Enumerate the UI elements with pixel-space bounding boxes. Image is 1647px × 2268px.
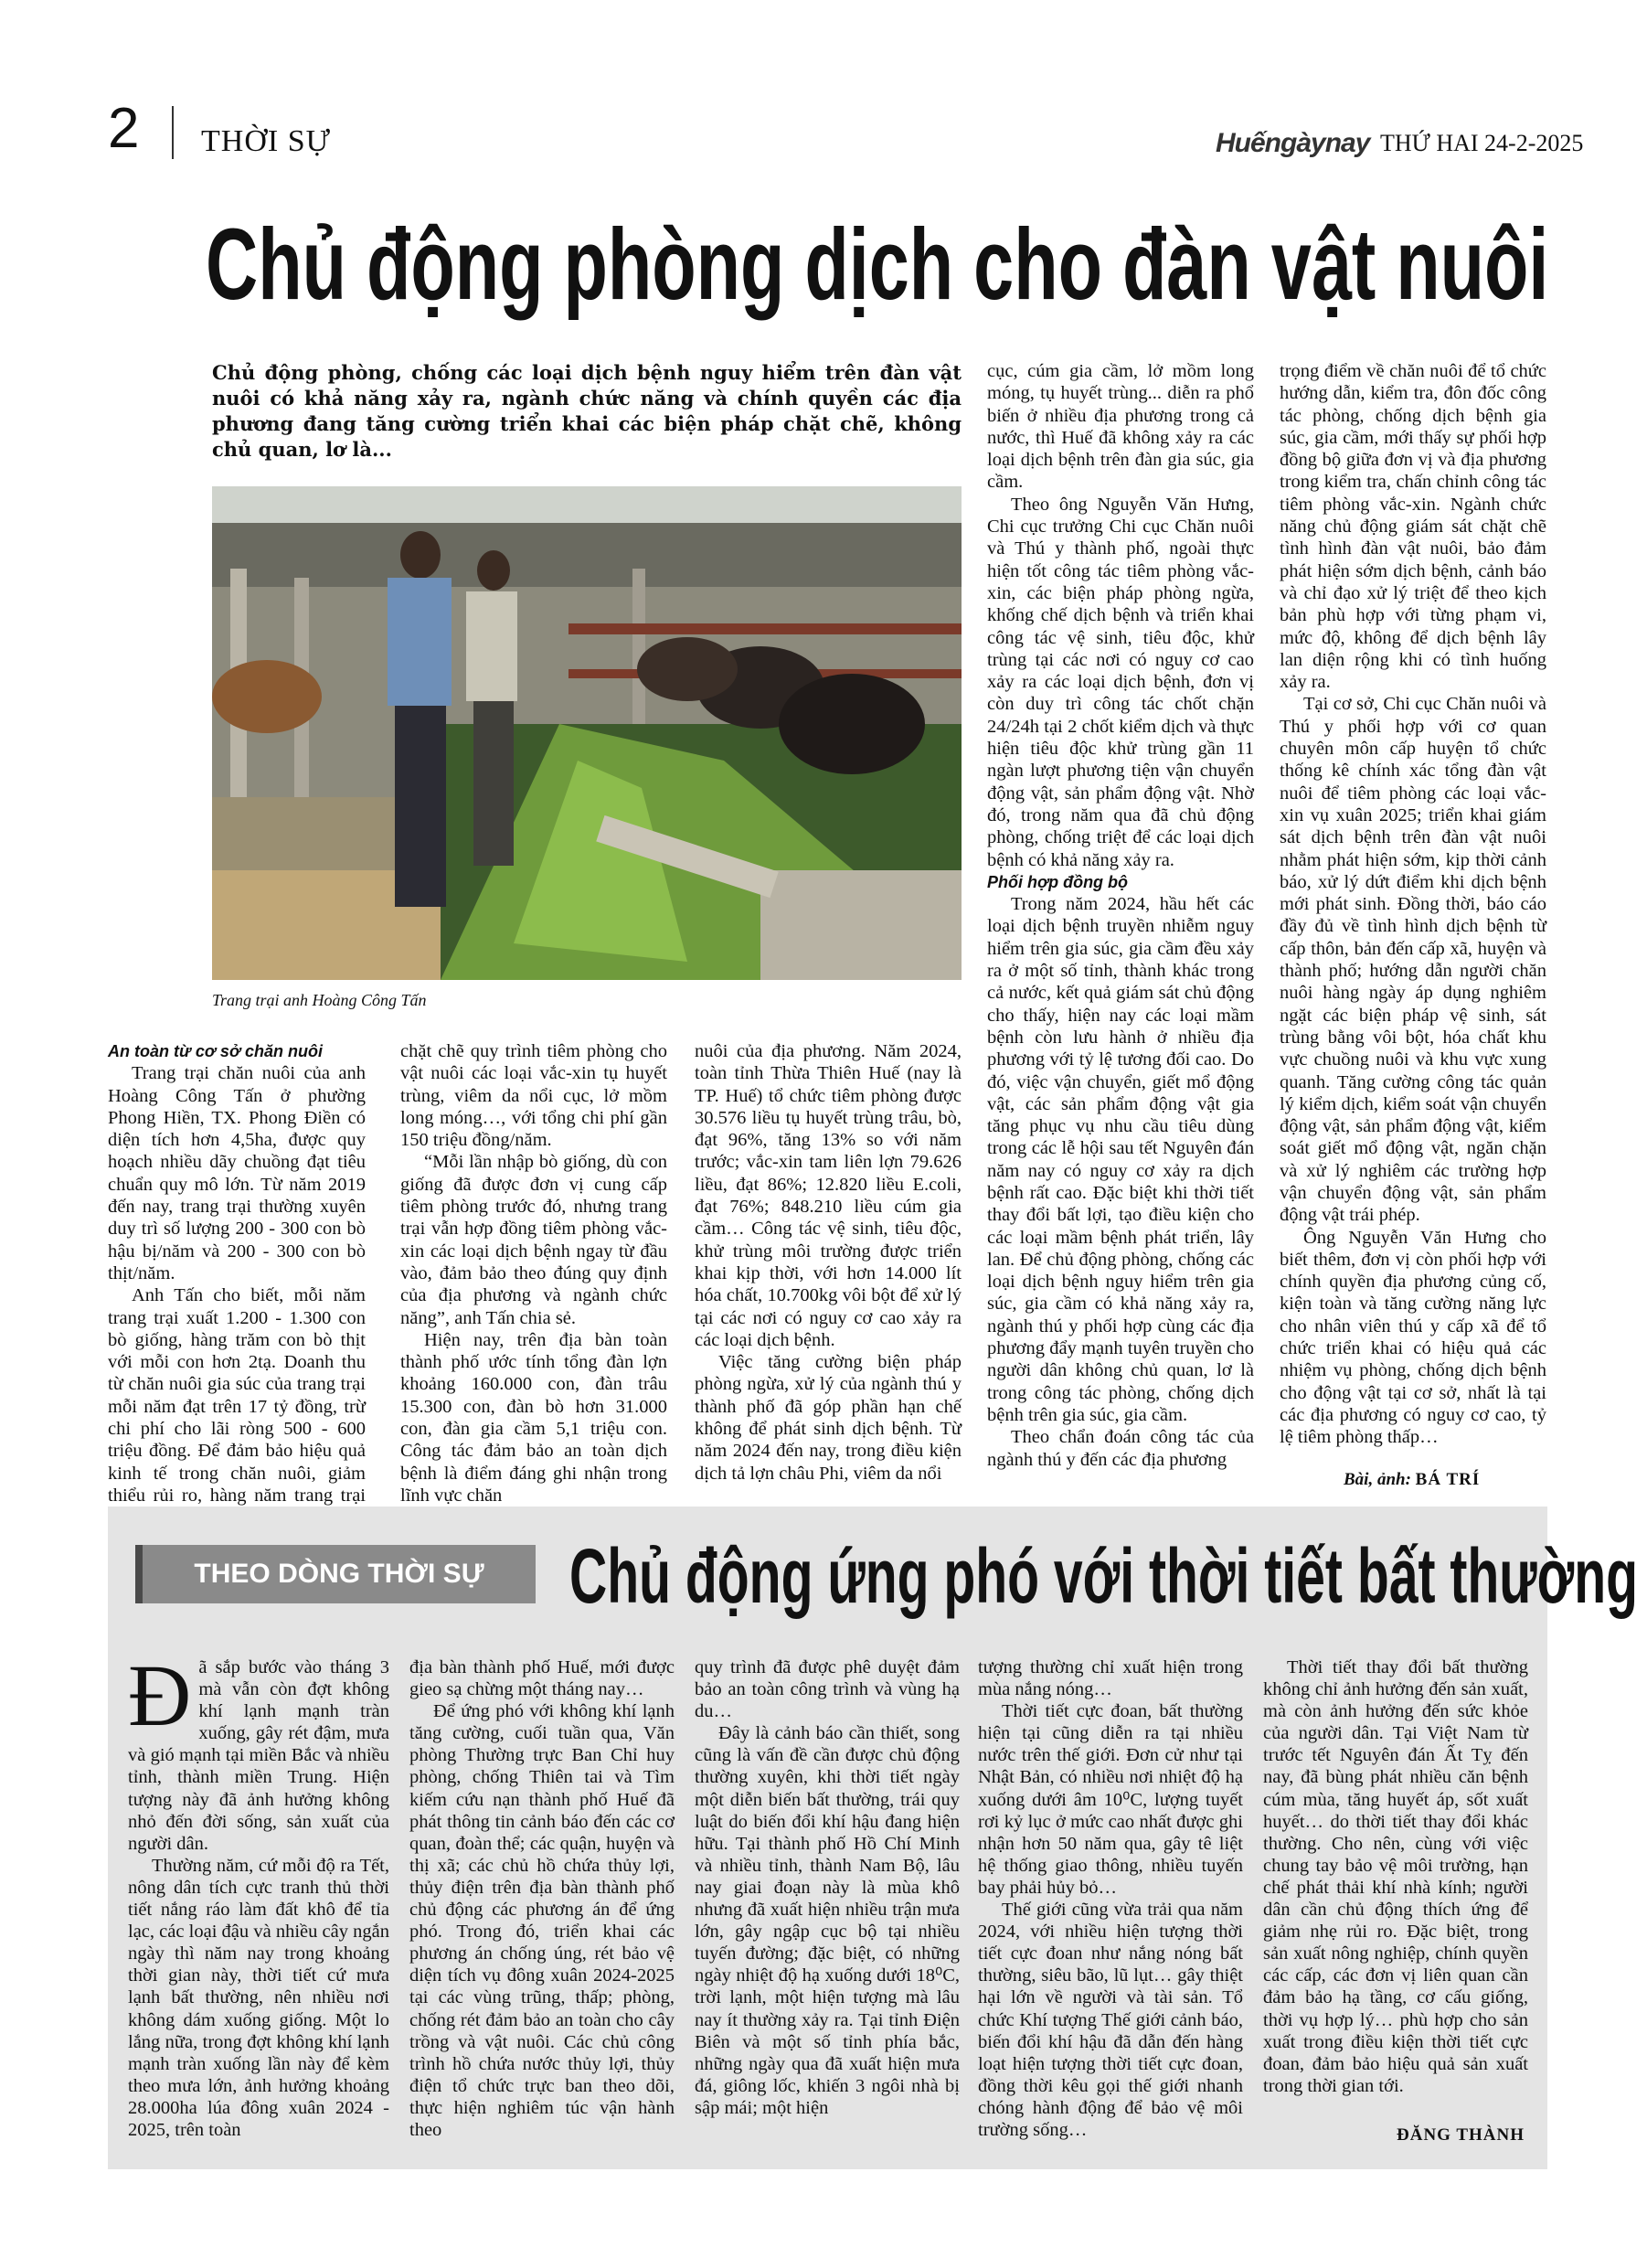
- drop-cap: Đ: [128, 1646, 192, 1744]
- lead-paragraph: Chủ động phòng, chống các loại dịch bệnh nguy hiểm trên đàn vật nuôi có khả năng xảy ra, ngành chức năng và chính quyền các địa phương đang tăng cường triển khai các biện pháp chặt chẽ, không chủ quan, lơ là...: [212, 361, 962, 461]
- paragraph: địa bàn thành phố Huế, mới được gieo sạ chừng một tháng nay…: [409, 1657, 675, 1700]
- masthead-logo: Huếngàynay: [1216, 128, 1370, 158]
- paragraph: chặt chẽ quy trình tiêm phòng cho vật nuôi các loại vắc-xin tụ huyết trùng, viêm da nổi cục, lở mồm long móng…, với tổng chi phí gần 150 triệu đồng/năm.: [400, 1041, 667, 1151]
- paragraph: Anh Tấn cho biết, mỗi năm trang trại xuất 1.200 - 1.300 con bò giống, hàng trăm con bò thịt với mỗi con hơn 2tạ. Doanh thu từ chăn nuôi gia súc của trang trại mỗi năm đạt trên 17 tỷ đồng, trừ chi phí cho lãi ròng 500 - 600 triệu đồng. Để đảm bảo hiệu quả kinh tế trong chăn nuôi, giảm thiểu rủi ro, hàng năm trang trại: [108, 1285, 366, 1506]
- paragraph: Theo chẩn đoán công tác của ngành thú y đến các địa phương: [987, 1427, 1254, 1470]
- page-number: 2: [108, 97, 140, 160]
- byline: [1344, 1470, 1480, 1490]
- commentary-headline: Chủ động ứng phó với thời tiết bất thường: [569, 1533, 1639, 1619]
- article2-column-3: [695, 1656, 960, 2119]
- header-divider: [172, 106, 174, 159]
- paragraph: cục, cúm gia cầm, lở mồm long móng, tụ huyết trùng... diễn ra phổ biến ở nhiều địa phương trong cả nước, thì Huế đã không xảy ra các loại dịch bệnh trên đàn gia súc, gia cầm.: [987, 361, 1254, 493]
- paragraph: Thời tiết cực đoan, bất thường hiện tại cũng diễn ra tại nhiều nước trên thế giới. Đơn cử như tại Nhật Bản, có nhiều nơi nhiệt độ hạ xuống dưới âm 10⁰C, lượng tuyết rơi kỷ lục ở mức cao nhất được ghi nhận hơn 50 năm qua, gây tê liệt hệ thống giao thông, nhiều tuyến bay phải hủy bỏ…: [978, 1701, 1243, 1898]
- paragraph: trọng điểm về chăn nuôi để tổ chức hướng dẫn, kiểm tra, đôn đốc công tác phòng, chống dịch bệnh gia súc, gia cầm, mới thấy sự phối hợp đồng bộ giữa đơn vị và địa phương trong kiểm tra, chấn chỉnh công tác tiêm phòng vắc-xin. Ngành chức năng chủ động giám sát chặt chẽ tình hình đàn vật nuôi, bảo đảm phát hiện sớm dịch bệnh, cảnh báo và chỉ đạo xử lý triệt để theo kịch bản phù hợp với từng phạm vi, mức độ, không để dịch bệnh lây lan diện rộng khi có tình huống xảy ra.: [1280, 361, 1546, 693]
- paragraph: Trong năm 2024, hầu hết các loại dịch bệnh truyền nhiễm nguy hiểm trên gia súc, gia cầm đều xảy ra ở một số tỉnh, thành khác trong cả nước, kết quả giám sát chủ động cho thấy, hiện nay các loại mầm bệnh còn lưu hành ở nhiều địa phương với tỷ lệ tương đối cao. Do đó, việc vận chuyển, giết mổ động vật, các sản phẩm động vật gia tăng phục vụ nhu cầu tiêu dùng trong các lễ hội sau tết Nguyên đán năm nay có nguy cơ xảy ra dịch bệnh rất cao. Đặc biệt khi thời tiết thay đổi bất lợi, tạo điều kiện cho các loại mầm bệnh phát triển, lây lan. Để chủ động phòng, chống các loại dịch bệnh nguy hiểm trên gia súc, gia cầm có khả năng xảy ra, ngành thú y phối hợp cùng các địa phương đẩy mạnh tuyên truyền cho người dân không chủ quan, lơ là trong công tác phòng, chống dịch bệnh trên gia súc, gia cầm.: [987, 894, 1254, 1425]
- paragraph: Ông Nguyễn Văn Hưng cho biết thêm, đơn vị còn phối hợp với chính quyền địa phương củng cố, kiện toàn và tăng cường năng lực cho nhân viên thú y cấp xã để tổ chức triển khai có hiệu quả các nhiệm vụ phòng, chống dịch bệnh cho động vật tại cơ sở, nhất là tại các địa phương có nguy cơ cao, tỷ lệ tiêm phòng thấp…: [1280, 1227, 1546, 1448]
- paragraph: nuôi của địa phương. Năm 2024, toàn tỉnh Thừa Thiên Huế (nay là TP. Huế) tổ chức tiêm phòng được 30.576 liều tụ huyết trùng trâu, bò, đạt 96%, tăng 13% so với năm trước; vắc-xin tam liên lợn 79.626 liều, đạt 86%; 12.820 liều E.coli, đạt 76%; 848.210 liều cúm gia cầm… Công tác vệ sinh, tiêu độc, khử trùng môi trường được triển khai kịp thời, với hơn 14.000 lít hóa chất, 10.700kg vôi bột để xử lý tại các nơi có nguy cơ cao xảy ra các loại dịch bệnh.: [695, 1041, 962, 1350]
- paragraph: Trang trại chăn nuôi của anh Hoàng Công Tấn ở phường Phong Hiền, TX. Phong Điền có diện tích hơn 4,5ha, được quy hoạch nhiều dãy chuồng đạt tiêu chuẩn quy mô lớn. Từ năm 2019 đến nay, trang trại thường xuyên duy trì số lượng 200 - 300 con bò hậu bị/năm và 200 - 300 con bò thịt/năm.: [108, 1063, 366, 1283]
- photo-caption: Trang trại anh Hoàng Công Tấn: [212, 991, 427, 1009]
- subheading: Phối hợp đồng bộ: [987, 872, 1129, 891]
- article1-column-1: [108, 1040, 366, 1529]
- article2-column-4: [978, 1656, 1243, 2141]
- commentary-byline: ĐĂNG THÀNH: [1397, 2125, 1525, 2145]
- issue-date: THỨ HAI 24-2-2025: [1380, 130, 1584, 156]
- article2-column-2: [409, 1656, 675, 2141]
- paragraph: tượng thường chỉ xuất hiện trong mùa nắng nóng…: [978, 1657, 1243, 1700]
- article1-column-3: [695, 1040, 962, 1485]
- section-name: THỜI SỰ: [201, 124, 331, 158]
- byline-author: BÁ TRÍ: [1415, 1470, 1481, 1489]
- subheading: An toàn từ cơ sở chăn nuôi: [108, 1042, 324, 1060]
- farm-photo: [212, 486, 962, 980]
- paragraph: Thời tiết thay đổi bất thường không chỉ ảnh hưởng đến sản xuất, mà còn ảnh hưởng đến sức khỏe của người dân. Tại Việt Nam từ trước tết Nguyên đán Ất Tỵ đến nay, đã bùng phát nhiều căn bệnh cúm mùa, tăng huyết áp, sốt xuất huyết… do thời tiết thay đổi khác thường. Cho nên, cùng với việc chung tay bảo vệ môi trường, hạn chế phát thải khí nhà kính; người dân cần chủ động thích ứng để giảm nhẹ rủi ro. Đặc biệt, trong sản xuất nông nghiệp, chính quyền các cấp, các đơn vị liên quan cần đảm bảo hạ tầng, cơ cấu giống, thời vụ hợp lý… phù hợp cho sản xuất trong điều kiện thời tiết cực đoan, đảm bảo hiệu quả sản xuất trong thời gian tới.: [1263, 1657, 1528, 2096]
- paragraph: “Mỗi lần nhập bò giống, dù con giống đã được đơn vị cung cấp tiêm phòng trước đó, nhưng trang trại vẫn hợp đồng tiêm phòng vắc-xin các loại dịch bệnh ngay từ đầu vào, đảm bảo theo đúng quy định của địa phương và ngành chức năng”, anh Tấn chia sẻ.: [400, 1152, 667, 1328]
- paragraph: Theo ông Nguyễn Văn Hưng, Chi cục trưởng Chi cục Chăn nuôi và Thú y thành phố, ngoài thực hiện tốt công tác tiêm phòng vắc-xin, các biện pháp phòng ngừa, khống chế dịch bệnh và triển khai công tác vệ sinh, tiêu độc, khử trùng tại các nơi có nguy cơ cao xảy ra các loại dịch bệnh, đơn vị còn duy trì công tác chốt chặn 24/24h tại 2 chốt kiểm dịch và thực hiện tiêu độc khử trùng gần 11 ngàn lượt phương tiện vận chuyển động vật, sản phẩm động vật. Nhờ đó, trong năm qua đã chủ động phòng, chống triệt để các loại dịch bệnh có khả năng xảy ra.: [987, 494, 1254, 870]
- paragraph: ã sắp bước vào tháng 3 mà vẫn còn đợt không khí lạnh mạnh tràn xuống, gây rét đậm, mưa và gió mạnh tại miền Bắc và nhiều tỉnh, thành miền Trung. Hiện tượng này đã ảnh hưởng không nhỏ đến đời sống, sản xuất của người dân.: [128, 1657, 389, 1854]
- paragraph: quy trình đã được phê duyệt đảm bảo an toàn công trình và vùng hạ du…: [695, 1657, 960, 1722]
- headline: Chủ động phòng dịch cho đàn vật nuôi: [206, 208, 1549, 321]
- article1-column-4: [987, 360, 1254, 1471]
- paragraph: Tại cơ sở, Chi cục Chăn nuôi và Thú y phối hợp với cơ quan chuyên môn cấp huyện tổ chức thống kê chính xác tổng đàn vật nuôi để tiêm phòng các loại vắc-xin vụ xuân 2025; triển khai giám sát dịch bệnh trên đàn vật nuôi nhằm phát hiện sớm, kịp thời cảnh báo, xử lý dứt điểm khi dịch bệnh mới phát sinh. Đồng thời, báo cáo đầy đủ về tình hình dịch bệnh từ cấp thôn, bản đến cấp xã, huyện và thành phố; hướng dẫn người chăn nuôi hàng ngày áp dụng nghiêm ngặt các biện pháp vệ sinh, sát trùng bằng vôi bột, hóa chất khu vực chuồng nuôi và khu vực xung quanh. Tăng cường công tác quản lý kiểm dịch, kiểm soát vận chuyển động vật, sản phẩm động vật, kiểm soát giết mổ động vật, ngăn chặn và xử lý nghiêm các trường hợp vận chuyển động vật, sản phẩm động vật trái phép.: [1280, 694, 1546, 1226]
- article2-column-5: [1263, 1656, 1528, 2097]
- column-tag: THEO DÒNG THỜI SỰ: [135, 1545, 536, 1603]
- article2-column-1: [128, 1646, 389, 2141]
- paragraph: Để ứng phó với không khí lạnh tăng cường, cuối tuần qua, Văn phòng Thường trực Ban Chỉ huy phòng, chống Thiên tai và Tìm kiếm cứu nạn thành phố Huế đã phát thông tin cảnh báo đến các cơ quan, đoàn thể; các quận, huyện và thị xã; các chủ hồ chứa thủy lợi, thủy điện trên địa bàn thành phố chủ động các phương án để ứng phó. Trong đó, triển khai các phương án chống úng, rét bảo vệ diện tích vụ đông xuân 2024-2025 tại các vùng trũng, thấp; phòng, chống rét đảm bảo an toàn cho cây trồng và vật nuôi. Các chủ công trình hồ chứa nước thủy lợi, thủy điện tổ chức trực ban theo dõi, thực hiện nghiêm túc vận hành theo: [409, 1701, 675, 2140]
- paragraph: Hiện nay, trên địa bàn toàn thành phố ước tính tổng đàn lợn khoảng 160.000 con, đàn trâu 15.300 con, đàn bò hơn 31.000 con, đàn gia cầm 5,1 triệu con. Công tác đảm bảo an toàn dịch bệnh là điểm đáng ghi nhận trong lĩnh vực chăn: [400, 1329, 667, 1506]
- article1-column-5: [1280, 360, 1546, 1449]
- cattle-barn-image: [212, 486, 962, 980]
- paragraph: Thường năm, cứ mỗi độ ra Tết, nông dân tích cực tranh thủ thời tiết nắng ráo làm đất khô để tỉa lạc, các loại đậu và nhiều cây ngắn ngày thì năm nay trong khoảng thời gian này, thời tiết cứ mưa lạnh bất thường, nên nhiều nơi không dám xuống giống. Một lo lắng nữa, trong đợt không khí lạnh mạnh tràn xuống lần này để kèm theo mưa lớn, ảnh hưởng khoảng 28.000ha lúa đông xuân 2024 - 2025, trên toàn: [128, 1855, 389, 2140]
- article1-column-2: [400, 1040, 667, 1507]
- paragraph: Đây là cảnh báo cần thiết, song cũng là vấn đề cần được chủ động thường xuyên, khi thời tiết ngày một diễn biến bất thường, trái quy luật do biến đổi khí hậu đang hiện hữu. Tại thành phố Hồ Chí Minh và nhiều tỉnh, thành Nam Bộ, lâu nay giai đoạn này là mùa khô nhưng đã xuất hiện nhiều trận mưa lớn, gây ngập cục bộ tại nhiều tuyến đường; đặc biệt, có những ngày nhiệt độ hạ xuống dưới 18⁰C, trời lạnh, một hiện tượng mà lâu nay ít thường xảy ra. Tại tỉnh Điện Biên và một số tỉnh phía bắc, những ngày qua đã xuất hiện mưa đá, giông lốc, khiến 3 ngôi nhà bị sập mái; một hiện: [695, 1723, 960, 2118]
- paragraph: Việc tăng cường biện pháp phòng ngừa, xử lý của ngành thú y thành phố đã góp phần hạn chế không để phát sinh dịch bệnh. Từ năm 2024 đến nay, trong điều kiện dịch tả lợn châu Phi, viêm da nổi: [695, 1352, 962, 1484]
- byline-label: Bài, ảnh:: [1344, 1470, 1411, 1489]
- paragraph: Thế giới cũng vừa trải qua năm 2024, với nhiều hiện tượng thời tiết cực đoan như nắng nóng bất thường, siêu bão, lũ lụt… gây thiệt hại lớn về người và tài sản. Tổ chức Khí tượng Thế giới cảnh báo, biến đổi khí hậu đã dẫn đến hàng loạt hiện tượng thời tiết cực đoan, đồng thời kêu gọi thế giới nhanh chóng hành động để bảo vệ môi trường sống…: [978, 1900, 1243, 2140]
